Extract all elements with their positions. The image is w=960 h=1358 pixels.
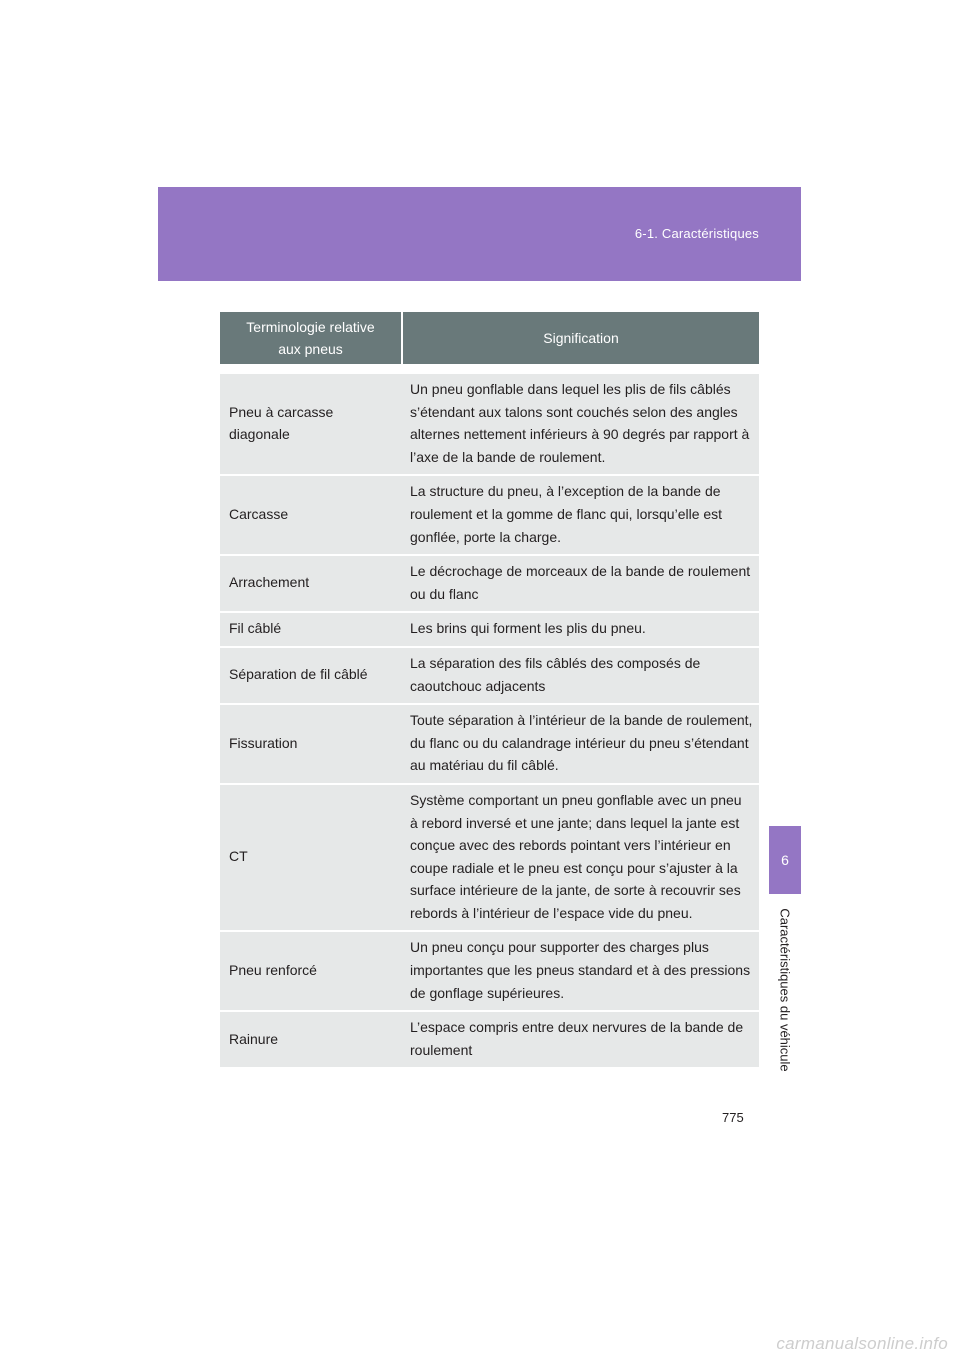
meaning-cell: Les brins qui forment les plis du pneu. [402,612,759,647]
meaning-cell: Un pneu gonflable dans lequel les plis de fils câblés s’étendant aux talons sont couchés selon des angles alternes nettement inférieurs à 90 degrés par rapport à l’axe de la bande de roulement. [402,373,759,475]
table-row [220,704,759,784]
watermark: carmanualsonline.info [776,1334,948,1353]
header-band [158,187,801,281]
meaning-cell: Toute séparation à l’intérieur de la bande de roulement, du flanc ou du calandrage intérieur du pneu s’étendant au matériau du fil câblé. [402,704,759,784]
meaning-cell: L’espace compris entre deux nervures de la bande de roulement [402,1011,759,1067]
column-header-meaning: Signification [402,312,759,365]
page-number: 775 [722,1110,744,1125]
header-gap [220,365,759,373]
meaning-cell: Le décrochage de morceaux de la bande de roulement ou du flanc [402,555,759,612]
column-header-term-line2: aux pneus [278,341,343,357]
table-row [220,931,759,1011]
tire-terminology-table [220,312,759,1067]
meaning-cell: La structure du pneu, à l’exception de la bande de roulement et la gomme de flanc qui, lorsqu’elle est gonflée, porte la charge. [402,475,759,555]
table-row [220,373,759,475]
column-header-term-line1: Terminologie relative [246,319,375,335]
term-cell: Carcasse [220,475,402,555]
section-title: 6-1. Caractéristiques [634,226,759,241]
table-header-row [220,312,759,365]
table-row [220,647,759,704]
term-cell: Pneu à carcasse diagonale [220,373,402,475]
term-cell: Arrachement [220,555,402,612]
table-row [220,784,759,932]
meaning-cell: Un pneu conçu pour supporter des charges plus importantes que les pneus standard et à des pressions de gonflage supérieures. [402,931,759,1011]
table-row [220,475,759,555]
meaning-cell: La séparation des fils câblés des composés de caoutchouc adjacents [402,647,759,704]
term-cell: CT [220,784,402,932]
column-header-term [220,312,402,365]
term-cell: Pneu renforcé [220,931,402,1011]
term-cell: Fissuration [220,704,402,784]
chapter-label: Caractéristiques du véhicule [777,908,793,1072]
term-cell: Séparation de fil câblé [220,647,402,704]
term-cell: Fil câblé [220,612,402,647]
table-row [220,555,759,612]
chapter-number: 6 [781,852,789,868]
term-cell: Rainure [220,1011,402,1067]
table-row [220,1011,759,1067]
chapter-tab [769,826,801,894]
meaning-cell: Système comportant un pneu gonflable avec un pneu à rebord inversé et une jante; dans lequel la jante est conçue avec des rebords pointant vers l’intérieur en coupe radiale et le pneu est conçu pour s’ajuster à la surface intérieure de la jante, de sorte à recouvrir ses rebords à l’intérieur de l’espace vide du pneu. [402,784,759,932]
table-row [220,612,759,647]
